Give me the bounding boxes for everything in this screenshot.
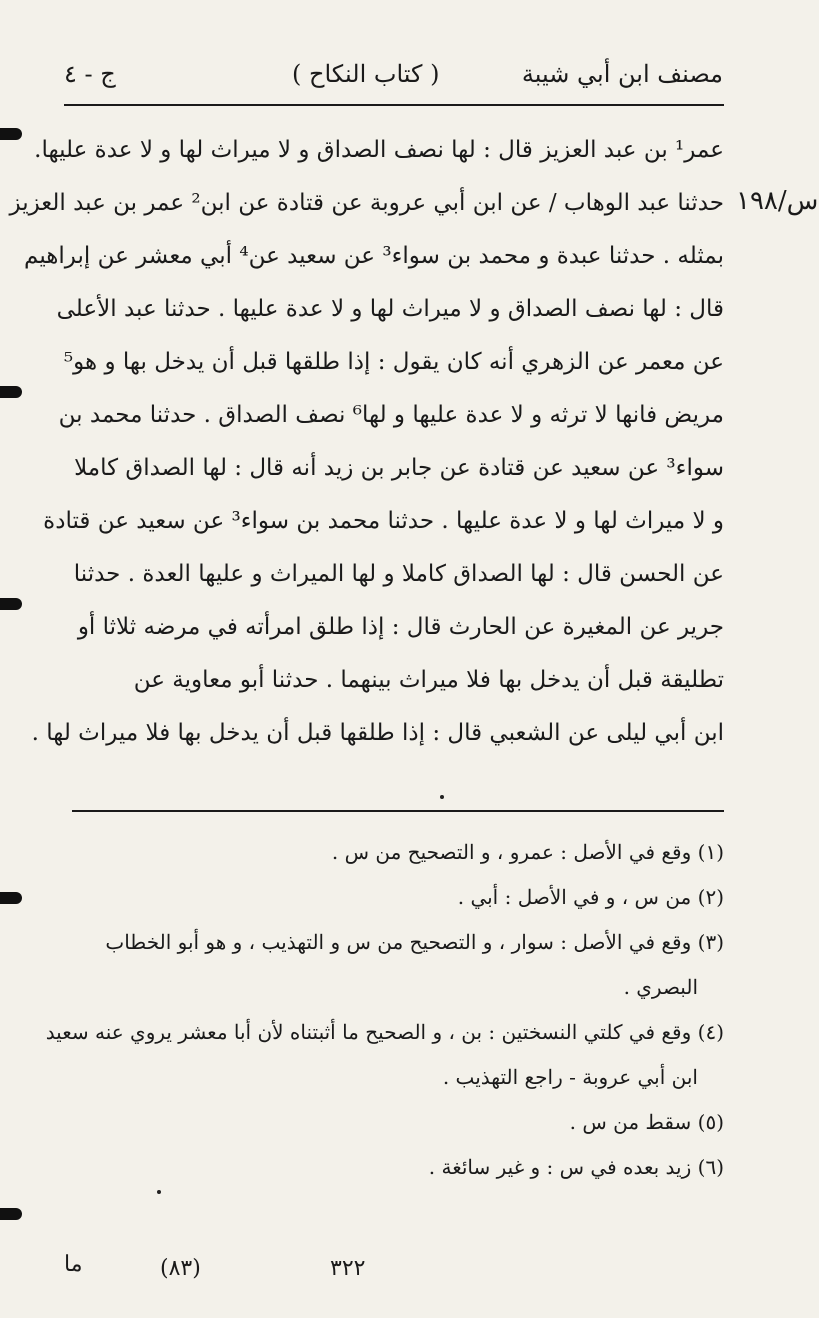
- footnote-3: (٣) وقع في الأصل : سوار ، و التصحيح من س و التهذيب ، و هو أبو الخطاب: [105, 930, 724, 954]
- text-line: تطليقة قبل أن يدخل بها فلا ميراث بينهما . حدثنا أبو معاوية عن: [133, 667, 724, 693]
- margin-page-reference: س/١٩٨: [736, 186, 819, 216]
- volume-number: ج - ٤: [64, 60, 116, 88]
- book-title: مصنف ابن أبي شيبة: [521, 60, 723, 88]
- binding-tab-mark: [0, 1208, 22, 1220]
- page-number: ٣٢٢: [330, 1256, 366, 1281]
- text-line: جرير عن المغيرة عن الحارث قال : إذا طلق امرأته في مرضه ثلاثا أو: [77, 614, 724, 640]
- text-line: ابن أبي ليلى عن الشعبي قال : إذا طلقها قبل أن يدخل بها فلا ميراث لها .: [31, 720, 724, 746]
- footnote-3-continued: البصري .: [623, 975, 698, 999]
- main-text-block: [9, 124, 724, 760]
- ink-speck: [440, 795, 444, 799]
- signature-mark: ما: [64, 1252, 83, 1277]
- binding-tab-mark: [0, 892, 22, 904]
- text-line: سواء³ عن سعيد عن قتادة عن جابر بن زيد أنه قال : لها الصداق كاملا: [74, 455, 724, 481]
- text-line: عن الحسن قال : لها الصداق كاملا و لها الميراث و عليها العدة . حدثنا: [73, 561, 724, 587]
- header-rule: [64, 104, 724, 106]
- text-line: عن معمر عن الزهري أنه كان يقول : إذا طلقها قبل أن يدخل بها و هو⁵: [63, 349, 724, 375]
- binding-tab-mark: [0, 386, 22, 398]
- footnote-6: (٦) زيد بعده في س : و غير سائغة .: [428, 1155, 724, 1179]
- sequence-number: (٨٣): [160, 1256, 201, 1281]
- footnote-5: (٥) سقط من س .: [569, 1110, 724, 1134]
- footnote-4-continued: ابن أبي عروبة - راجع التهذيب .: [442, 1065, 698, 1089]
- text-line: عمر¹ بن عبد العزيز قال : لها نصف الصداق و لا ميراث لها و لا عدة عليها.: [34, 137, 724, 163]
- text-line: مريض فانها لا ترثه و لا عدة عليها و لها⁶ نصف الصداق . حدثنا محمد بن: [58, 402, 724, 428]
- chapter-title: ( كتاب النكاح ): [292, 60, 440, 88]
- footnote-4: (٤) وقع في كلتي النسختين : بن ، و الصحيح ما أثبتناه لأن أبا معشر يروي عنه سعيد: [45, 1020, 724, 1044]
- footnote-2: (٢) من س ، و في الأصل : أبي .: [457, 885, 724, 909]
- binding-tab-mark: [0, 128, 22, 140]
- footnote-rule: [72, 810, 724, 812]
- binding-tab-mark: [0, 598, 22, 610]
- footnote-1: (١) وقع في الأصل : عمرو ، و التصحيح من س .: [331, 840, 724, 864]
- footnotes-block: [45, 830, 724, 1190]
- text-line: بمثله . حدثنا عبدة و محمد بن سواء³ عن سعيد عن⁴ أبي معشر عن إبراهيم: [24, 243, 724, 269]
- ink-speck: [157, 1190, 161, 1194]
- text-line: و لا ميراث لها و لا عدة عليها . حدثنا محمد بن سواء³ عن سعيد عن قتادة: [43, 508, 724, 534]
- text-line: قال : لها نصف الصداق و لا ميراث لها و لا عدة عليها . حدثنا عبد الأعلى: [56, 296, 724, 322]
- text-line: حدثنا عبد الوهاب / عن ابن أبي عروبة عن قتادة عن ابن² عمر بن عبد العزيز: [9, 190, 724, 216]
